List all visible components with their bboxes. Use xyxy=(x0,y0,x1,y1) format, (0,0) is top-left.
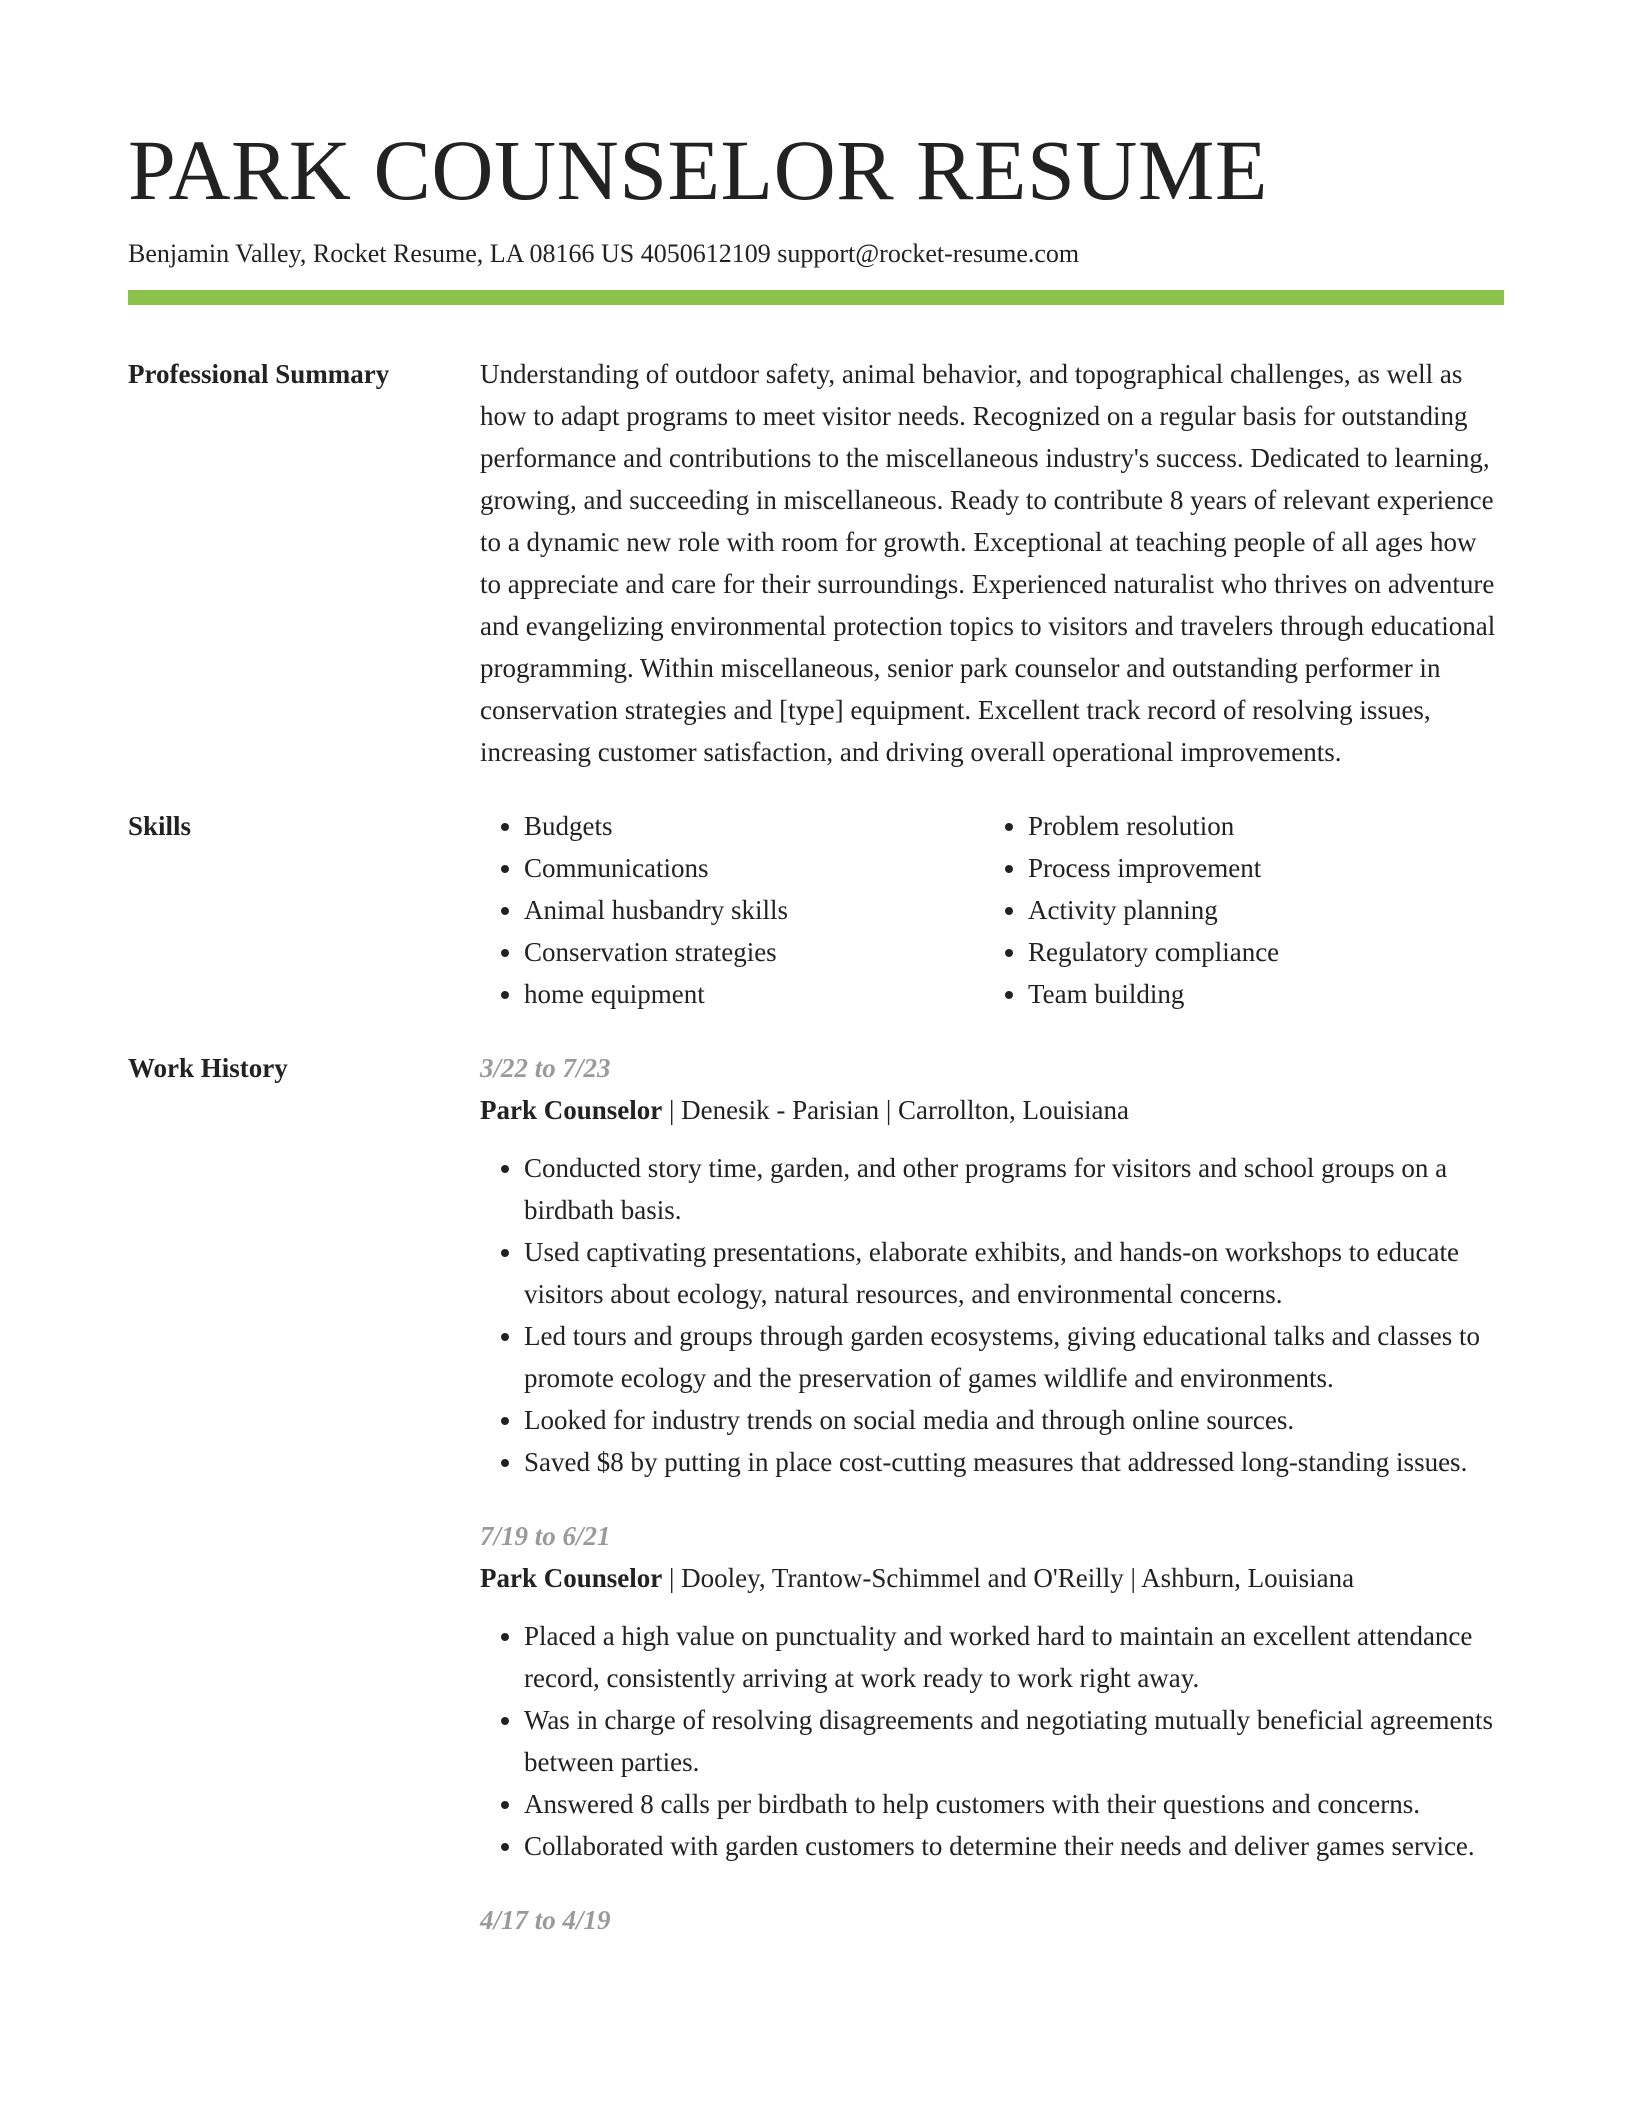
skills-grid xyxy=(480,805,1528,1015)
resume-title: PARK COUNSELOR RESUME xyxy=(128,122,1268,218)
job-dates: 7/19 to 6/21 xyxy=(480,1521,611,1551)
job-dates: 4/17 to 4/19 xyxy=(480,1905,611,1935)
skill-item: • Communications xyxy=(524,847,984,889)
skill-item: • home equipment xyxy=(524,973,984,1015)
summary-text: Understanding of outdoor safety, animal behavior, and topographical challenges, as well as how to adapt programs to meet visitor needs. Recognized on a regular basis for outstanding performance and contributions to the miscellaneous industry's success. Dedicated to learning, growing, and succeeding in miscellaneous. Ready to contribute 8 years of relevant experience to a dynamic new role with room for growth. Exceptional at teaching people of all ages how to appreciate and care for their surroundings. Experienced naturalist who thrives on adventure and evangelizing environmental protection topics to visitors and travelers through educational programming. Within miscellaneous, senior park counselor and outstanding performer in conservation strategies and [type] equipment. Excellent track record of resolving issues, increasing customer satisfaction, and driving overall operational improvements. xyxy=(480,359,1496,767)
job-entry xyxy=(480,1047,1504,1483)
summary-body xyxy=(480,353,1504,773)
job-title: Park Counselor xyxy=(480,1095,663,1125)
skill-item: • Conservation strategies xyxy=(524,931,984,973)
job-employer-location: | Dooley, Trantow-Schimmel and O'Reilly | Ashburn, Louisiana xyxy=(662,1563,1355,1593)
job-duty: • Collaborated with garden customers to determine their needs and deliver games service. xyxy=(524,1825,1504,1867)
job-heading xyxy=(480,1557,1504,1599)
header-divider xyxy=(128,290,1504,305)
job-duty: • Placed a high value on punctuality and worked hard to maintain an excellent attendance record, consistently arriving at work ready to work right away. xyxy=(524,1615,1504,1699)
job-entry xyxy=(480,1515,1504,1867)
skill-item: • Process improvement xyxy=(1028,847,1528,889)
work-history-section xyxy=(128,1047,1504,1941)
resume-page xyxy=(128,0,1504,1941)
job-employer-location: | Denesik - Parisian | Carrollton, Louisiana xyxy=(662,1095,1129,1125)
section-label-summary: Professional Summary xyxy=(128,359,390,389)
skill-item: • Team building xyxy=(1028,973,1528,1015)
job-duties xyxy=(480,1147,1504,1483)
skills-list-left xyxy=(480,805,984,1015)
skill-item: • Activity planning xyxy=(1028,889,1528,931)
skills-section xyxy=(128,805,1504,1015)
job-duty: • Saved $8 by putting in place cost-cutting measures that addressed long-standing issues. xyxy=(524,1441,1504,1483)
skill-item: • Problem resolution xyxy=(1028,805,1528,847)
job-duty: • Led tours and groups through garden ecosystems, giving educational talks and classes to promote ecology and the preservation of games wildlife and environments. xyxy=(524,1315,1504,1399)
section-label-skills: Skills xyxy=(128,811,192,841)
skills-list-right xyxy=(984,805,1528,1015)
job-duty: • Answered 8 calls per birdbath to help customers with their questions and concerns. xyxy=(524,1783,1504,1825)
skill-item: • Regulatory compliance xyxy=(1028,931,1528,973)
section-label-work-history: Work History xyxy=(128,1053,288,1083)
job-heading xyxy=(480,1089,1504,1131)
skill-item: • Budgets xyxy=(524,805,984,847)
job-entry xyxy=(480,1899,1504,1941)
job-duties xyxy=(480,1615,1504,1867)
work-history-body xyxy=(480,1047,1504,1941)
skills-body xyxy=(480,805,1528,1015)
job-title: Park Counselor xyxy=(480,1563,663,1593)
contact-line: Benjamin Valley, Rocket Resume, LA 08166 US 4050612109 support@rocket-resume.com xyxy=(128,239,1080,268)
summary-section xyxy=(128,353,1504,773)
job-duty: • Conducted story time, garden, and other programs for visitors and school groups on a birdbath basis. xyxy=(524,1147,1504,1231)
job-duty: • Used captivating presentations, elaborate exhibits, and hands-on workshops to educate visitors about ecology, natural resources, and environmental concerns. xyxy=(524,1231,1504,1315)
skill-item: • Animal husbandry skills xyxy=(524,889,984,931)
job-dates: 3/22 to 7/23 xyxy=(480,1053,611,1083)
job-duty: • Was in charge of resolving disagreements and negotiating mutually beneficial agreements between parties. xyxy=(524,1699,1504,1783)
job-duty: • Looked for industry trends on social media and through online sources. xyxy=(524,1399,1504,1441)
